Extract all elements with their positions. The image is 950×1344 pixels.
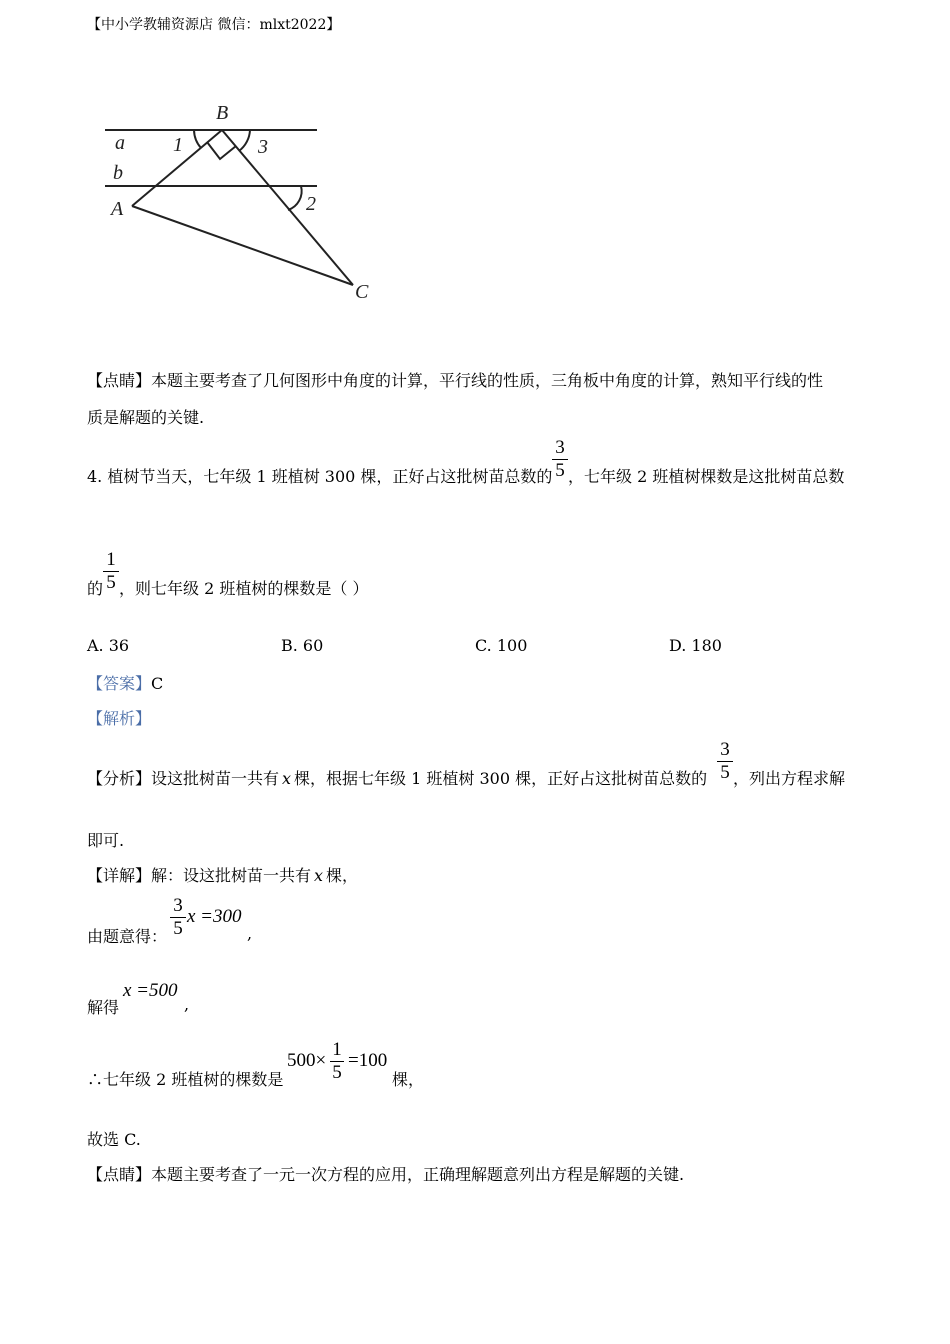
label-A: A [111,198,124,220]
eq2-label: 解得 [87,998,120,1017]
label-C: C [355,281,369,303]
geometry-figure [100,95,390,310]
frac-num: 3 [555,437,565,458]
fenxi-fraction-3-5 [717,740,733,783]
question-line2-b: ，则七年级 2 班植树的棵数是（ ） [119,579,369,598]
frac-num: 3 [173,895,183,916]
option-b: B. 60 [281,636,324,655]
frac-den: 5 [555,460,565,481]
question-line1-a: 4. 植树节当天，七年级 1 班植树 300 棵，正好占这批树苗总数的 [87,467,553,486]
prev-dianjing-line1: 【点睛】本题主要考查了几何图形中角度的计算，平行线的性质，三角板中角度的计算，熟知平行线的性 [87,371,824,390]
eq3-right: =100 [348,1050,388,1071]
eq3-fraction-1-5 [330,1040,344,1083]
option-d: D. 180 [669,636,722,655]
fenxi-line1 [87,766,707,789]
option-a: A. 36 [87,636,130,655]
label-a: a [115,132,125,154]
xiangjie-line1 [87,863,358,886]
fenxi-line2: 即可. [87,831,125,850]
eq1-tail: , [247,924,253,943]
arc-angle-3 [239,130,250,151]
frac-den: 5 [332,1062,342,1083]
right-angle-mark [207,142,236,159]
conclusion: 故选 C. [87,1130,141,1149]
fenxi-part-c: ，列出方程求解 [733,769,846,788]
question-line2-a: 的 [87,579,104,598]
eq3-left: 500× [287,1050,327,1071]
xiangjie-x: x [314,866,324,885]
answer-line [87,671,163,694]
xiangjie-part-b: 棵， [326,866,359,885]
frac-den: 5 [720,762,730,783]
option-c: C. 100 [475,636,528,655]
frac-num: 1 [332,1039,342,1060]
answer-label: 【答案】 [87,674,152,693]
frac-num: 3 [720,739,730,760]
label-angle-2: 2 [306,193,316,215]
label-b: b [113,162,123,184]
question-line1-b: ，七年级 2 班植树棵数是这批树苗总数 [568,467,845,486]
fenxi-x: x [282,769,292,788]
answer-value: C [151,674,164,693]
header-watermark: 【中小学教辅资源店 微信：mlxt2022】 [87,17,341,33]
eq2-rest: x =500 [123,980,178,1001]
fenxi-part-a: 【分析】设这批树苗一共有 [87,769,280,788]
label-angle-1: 1 [173,134,183,156]
eq2-tail: , [184,995,190,1014]
arc-angle-2 [288,186,302,210]
eq3-tail: 棵， [392,1070,425,1089]
prev-dianjing-line2: 质是解题的关键. [87,408,205,427]
label-B: B [216,102,229,124]
frac-den: 5 [173,918,183,939]
label-angle-3: 3 [258,136,268,158]
eq3-label: ∴七年级 2 班植树的棵数是 [87,1070,284,1089]
arc-angle-1 [194,130,201,148]
fenxi-part-b: 棵，根据七年级 1 班植树 300 棵，正好占这批树苗总数的 [294,769,708,788]
frac-den: 5 [106,572,116,593]
analysis-label: 【解析】 [87,709,152,728]
xiangjie-part-a: 【详解】解：设这批树苗一共有 [87,866,312,885]
dianjing: 【点睛】本题主要考查了一元一次方程的应用，正确理解题意列出方程是解题的关键. [87,1165,685,1184]
eq1-rest: x =300 [187,906,242,927]
eq1-label: 由题意得： [87,927,168,946]
frac-num: 1 [106,549,116,570]
question-fraction-3-5 [552,438,568,481]
question-fraction-1-5 [103,550,119,593]
eq1-fraction-3-5 [170,896,186,939]
